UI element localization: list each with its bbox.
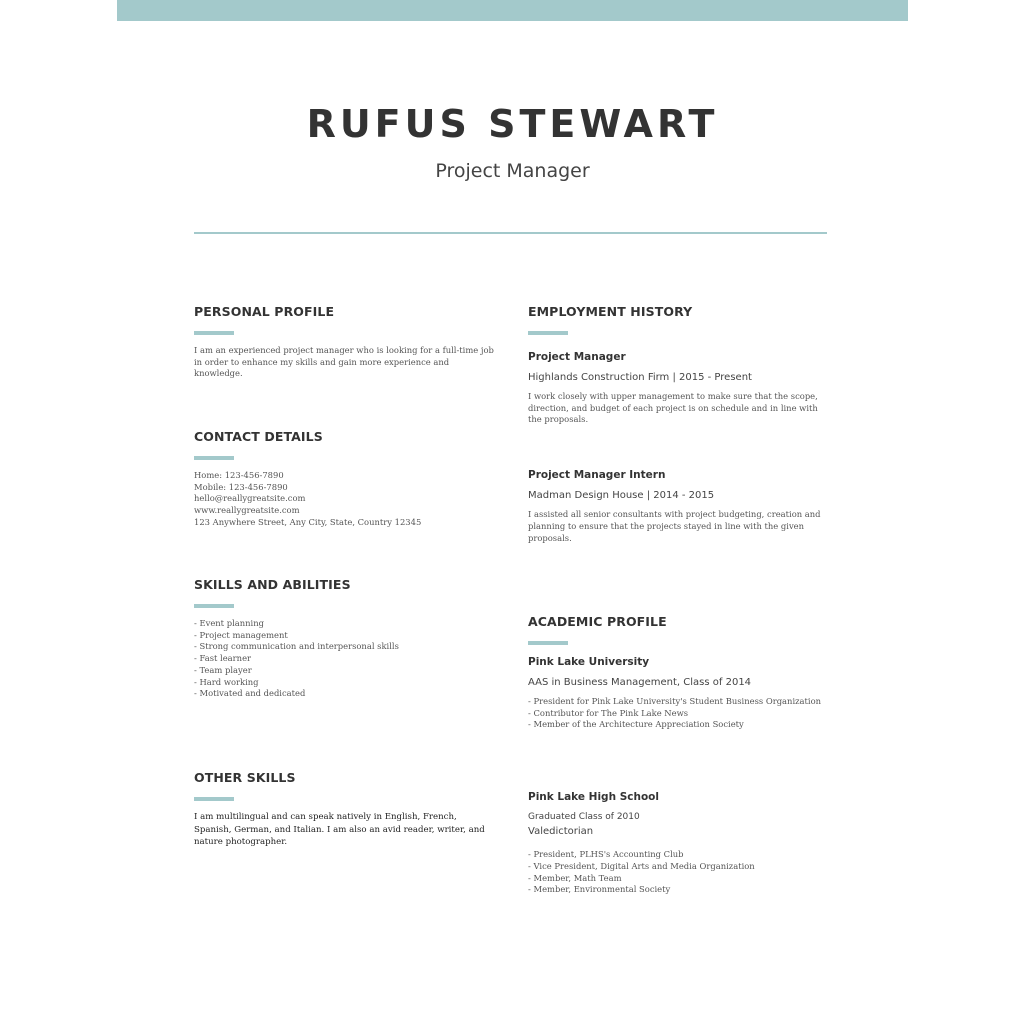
employment-history-section <box>528 304 828 544</box>
school-degree: AAS in Business Management, Class of 2014 <box>528 677 752 688</box>
school-activity: - Contributor for The Pink Lake News <box>528 707 689 718</box>
job-title: Project Manager <box>528 351 626 363</box>
skill-item: - Event planning <box>194 618 264 628</box>
section-accent-bar <box>528 641 568 645</box>
job-description: I work closely with upper management to make sure that the scope, direction, and budget of each project is on schedule and in line with the proposals. <box>528 391 818 425</box>
skill-item: - Team player <box>194 664 252 675</box>
section-heading: SKILLS AND ABILITIES <box>194 577 351 592</box>
school-honor: Valedictorian <box>528 826 594 838</box>
contact-email: hello@reallygreatsite.com <box>194 493 306 504</box>
other-skills-section <box>194 770 494 849</box>
job-description: I assisted all senior consultants with project budgeting, creation and planning to ensure that the projects stayed in line with the given proposals. <box>528 509 821 543</box>
top-color-band <box>117 0 908 21</box>
personal-profile-section <box>194 304 494 380</box>
skill-item: - Project management <box>194 629 288 640</box>
school-name: Pink Lake University <box>528 656 650 668</box>
contact-website: www.reallygreatsite.com <box>194 505 300 516</box>
school-activity: - Member, Environmental Society <box>528 884 671 895</box>
job-title: Project Manager Intern <box>528 469 666 482</box>
header-divider <box>194 232 827 234</box>
school-activity: - Member, Math Team <box>528 872 622 883</box>
skill-item: - Strong communication and interpersonal skills <box>194 641 399 652</box>
contact-address: 123 Anywhere Street, Any City, State, Country 12345 <box>194 516 422 527</box>
school-class: Graduated Class of 2010 <box>528 812 640 823</box>
school-activity: - Member of the Architecture Appreciation Society <box>528 719 744 730</box>
school-activity: - President for Pink Lake University's Student Business Organization <box>528 696 822 706</box>
section-accent-bar <box>528 331 568 335</box>
job-company: Madman Design House | 2014 - 2015 <box>528 490 715 502</box>
section-heading: PERSONAL PROFILE <box>194 304 335 319</box>
section-accent-bar <box>194 797 234 801</box>
section-accent-bar <box>194 604 234 608</box>
section-heading: OTHER SKILLS <box>194 770 296 785</box>
school-entry <box>528 790 828 896</box>
section-heading: EMPLOYMENT HISTORY <box>528 304 693 319</box>
skill-item: - Hard working <box>194 676 259 687</box>
job-entry <box>528 350 828 426</box>
skill-item: - Fast learner <box>194 653 252 664</box>
section-heading: CONTACT DETAILS <box>194 429 323 444</box>
contact-details-section <box>194 429 494 529</box>
section-accent-bar <box>194 331 234 335</box>
skill-item: - Motivated and dedicated <box>194 688 306 699</box>
section-heading: ACADEMIC PROFILE <box>528 614 667 629</box>
job-entry <box>528 468 828 544</box>
school-activity: - Vice President, Digital Arts and Media Organization <box>528 860 755 871</box>
job-company: Highlands Construction Firm | 2015 - Present <box>528 372 752 383</box>
profile-text: I am an experienced project manager who is looking for a full-time job in order to enhance my skills and gain more experience and knowledge. <box>194 345 494 379</box>
contact-home: Home: 123-456-7890 <box>194 470 284 480</box>
school-activity: - President, PLHS's Accounting Club <box>528 849 684 860</box>
candidate-title: Project Manager <box>435 160 590 182</box>
academic-profile-section <box>528 614 828 896</box>
school-entry <box>528 655 828 731</box>
section-accent-bar <box>194 456 234 460</box>
skills-section <box>194 577 494 700</box>
contact-mobile: Mobile: 123-456-7890 <box>194 481 288 492</box>
candidate-name: RUFUS STEWART <box>306 102 719 146</box>
school-name: Pink Lake High School <box>528 791 659 804</box>
other-skills-text: I am multilingual and can speak natively in English, French, Spanish, German, and Italian. I am also an avid reader, writer, and nature photographer. <box>194 812 485 847</box>
